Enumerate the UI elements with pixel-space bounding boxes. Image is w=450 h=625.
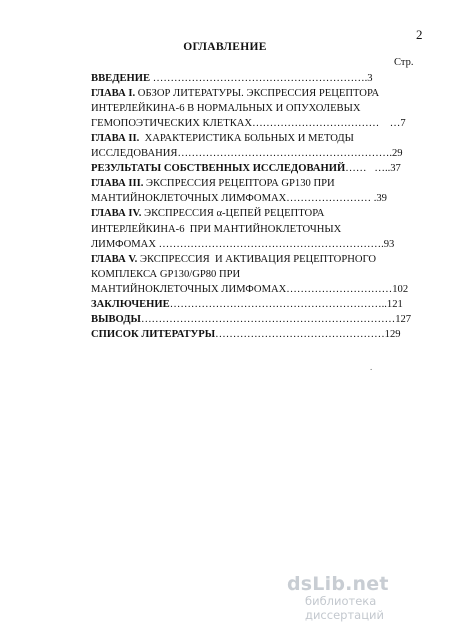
toc-text: …… …..37	[345, 163, 401, 175]
toc-text: МАНТИЙНОКЛЕТОЧНЫХ ЛИМФОМАХ…………………… .39	[91, 193, 387, 205]
toc-text: ЭКСПРЕССИЯ α-ЦЕПЕЙ РЕЦЕПТОРА	[141, 208, 325, 220]
toc-line	[91, 132, 354, 146]
toc-heading: ГЛАВА II.	[91, 133, 140, 145]
toc-line	[91, 87, 379, 101]
toc-line	[91, 147, 403, 161]
toc-line	[91, 177, 335, 191]
toc-text: КОМПЛЕКСА GP130/GP80 ПРИ	[91, 268, 241, 280]
toc-text: ЛИМФОМАХ ……………………………………………………….93	[91, 238, 395, 250]
toc-line	[91, 313, 411, 327]
toc-text: ИНТЕРЛЕЙКИНА-6 ПРИ МАНТИЙНОКЛЕТОЧНЫХ	[91, 223, 342, 235]
toc-line	[91, 223, 341, 237]
toc-text: ……………………………………………………..121	[169, 298, 403, 310]
toc-text: …………………………………………129	[215, 328, 401, 340]
toc-heading: СПИСОК ЛИТЕРАТУРЫ	[91, 328, 216, 340]
toc-line	[91, 117, 406, 131]
toc-text: ОБЗОР ЛИТЕРАТУРЫ. ЭКСПРЕССИЯ РЕЦЕПТОРА	[135, 88, 380, 100]
toc-line	[91, 192, 387, 206]
toc-line	[91, 72, 373, 86]
watermark	[287, 573, 437, 622]
toc-line	[91, 207, 324, 221]
toc-line	[91, 268, 240, 282]
toc-line	[91, 298, 403, 312]
page-title: ОГЛАВЛЕНИЕ	[183, 41, 267, 53]
toc-text: ………………………………………………………………127	[140, 313, 412, 325]
toc-line	[91, 162, 401, 176]
toc-text: …………………………………………………….3	[150, 73, 373, 84]
toc-line	[91, 328, 401, 342]
toc-text: ИНТЕРЛЕЙКИНА-6 В НОРМАЛЬНЫХ И ОПУХОЛЕВЫХ	[91, 103, 361, 115]
toc-text: ГЕМОПОЭТИЧЕСКИХ КЛЕТКАХ……………………………… …7	[91, 118, 406, 130]
toc-text: ХАРАКТЕРИСТИКА БОЛЬНЫХ И МЕТОДЫ	[139, 133, 354, 145]
toc-text: ЭКСПРЕССИЯ И АКТИВАЦИЯ РЕЦЕПТОРНОГО	[137, 253, 377, 265]
toc-line	[91, 253, 376, 267]
toc-text: ИССЛЕДОВАНИЯ…………………………………………………….29	[91, 148, 403, 160]
toc-line	[91, 283, 408, 297]
toc-heading: ГЛАВА V.	[91, 253, 138, 265]
toc-line	[91, 102, 361, 116]
watermark-logo: dsLib.net	[287, 573, 389, 595]
pages-column-label: Стр.	[394, 57, 414, 68]
toc-heading: ВЫВОДЫ	[91, 313, 141, 325]
toc-text: МАНТИЙНОКЛЕТОЧНЫХ ЛИМФОМАХ…………………………102	[91, 283, 409, 295]
toc-text: ЭКСПРЕССИЯ РЕЦЕПТОРА GP130 ПРИ	[143, 178, 335, 190]
toc-line	[91, 238, 394, 252]
page-number: 2	[416, 27, 423, 42]
dot-mark: .	[370, 362, 373, 372]
toc-heading: ГЛАВА III.	[91, 178, 144, 190]
toc-heading: ГЛАВА I.	[91, 88, 136, 100]
toc-heading: ГЛАВА IV.	[91, 208, 142, 220]
toc-heading: РЕЗУЛЬТАТЫ СОБСТВЕННЫХ ИССЛЕДОВАНИЙ	[91, 163, 346, 175]
toc-heading: ЗАКЛЮЧЕНИЕ	[91, 298, 170, 310]
watermark-subtitle: библиотека диссертаций	[305, 594, 384, 622]
toc-heading: ВВЕДЕНИЕ	[91, 73, 151, 84]
